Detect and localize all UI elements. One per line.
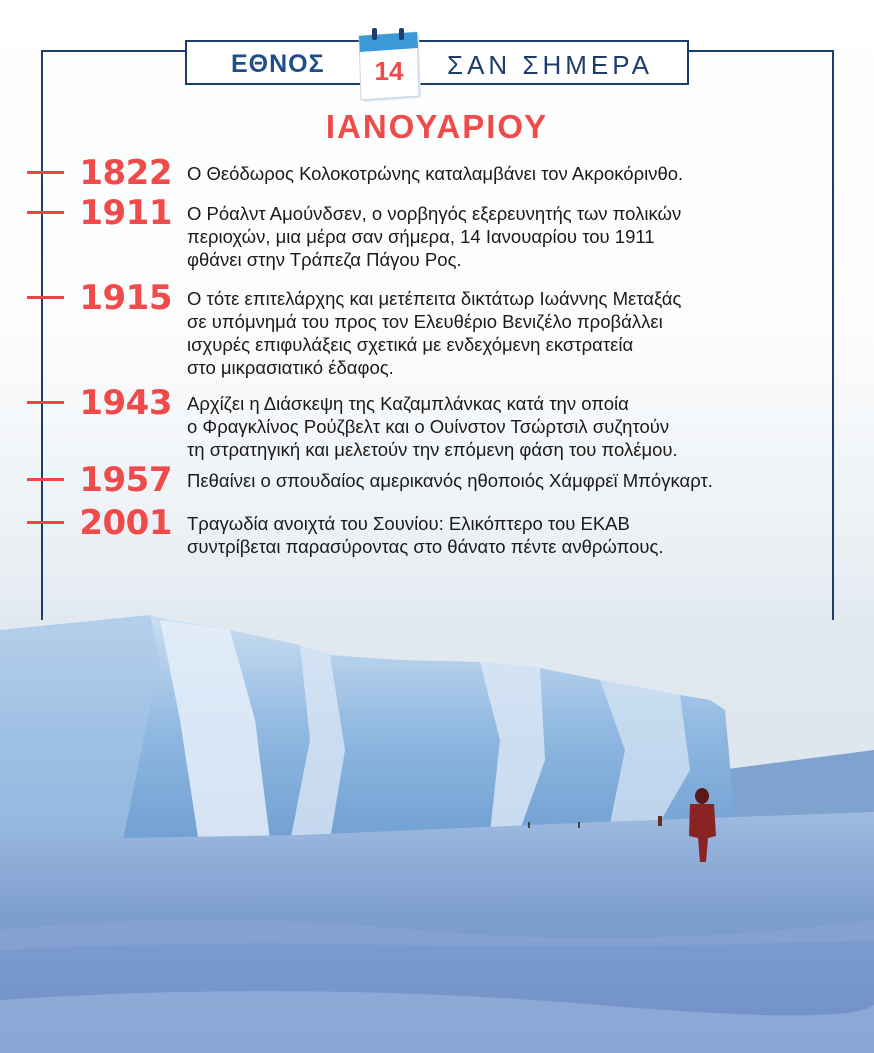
event-year: 1911 [79,193,172,233]
year-dash [27,211,64,214]
event-year: 1822 [79,153,172,193]
year-dash [27,296,64,299]
event-text: Τραγωδία ανοιχτά του Σουνίου: Ελικόπτερο του ΕΚΑΒ συντρίβεται παρασύροντας στο θάνατο πέντε ανθρώπους. [187,513,664,557]
page-title: ΣΑΝ ΣΗΜΕΡΑ [447,50,654,80]
event-year: 1943 [79,383,172,423]
event-text: Ο Ρόαλντ Αμούνδσεν, ο νορβηγός εξερευνητής των πολικών περιοχών, μια μέρα σαν σήμερα, 14 Ιανουαρίου του 1911 φθάνει στην Τράπεζα Πάγου Ρος. [187,203,682,270]
year-dash [27,478,64,481]
event-year: 1915 [79,278,172,318]
event-year: 1957 [79,460,172,500]
event-text: Αρχίζει η Διάσκεψη της Καζαμπλάνκας κατά την οποία ο Φραγκλίνος Ρούζβελτ και ο Ουίνστον Τσώρτσιλ συζητούν τη στρατηγική και μελετούν την επόμενη φάση του πολέμου. [187,393,678,460]
event-year: 2001 [79,503,172,543]
year-dash [27,171,64,174]
month-heading: ΙΑΝΟΥΑΡΙΟΥ [325,108,549,145]
ice-shelf-photo [0,600,874,1053]
year-dash [27,521,64,524]
calendar-icon [355,28,425,104]
event-text: Πεθαίνει ο σπουδαίος αμερικανός ηθοποιός Χάμφρεϊ Μπόγκαρτ. [187,470,713,491]
event-text: Ο τότε επιτελάρχης και μετέπειτα δικτάτωρ Ιωάννης Μεταξάς σε υπόμνημά του προς τον Ελευθέριο Βενιζέλο προβάλλει ισχυρές επιφυλάξεις σχετικά με ενδεχόμενη εκστρατεία στο μικρασιατικό έδαφος. [187,288,682,378]
brand-logo: ΕΘΝΟΣ [231,50,325,78]
year-dash [27,401,64,404]
header-box [185,40,689,85]
event-text: Ο Θεόδωρος Κολοκοτρώνης καταλαμβάνει τον Ακροκόρινθο. [187,163,684,184]
calendar-day: 14 [374,56,404,86]
